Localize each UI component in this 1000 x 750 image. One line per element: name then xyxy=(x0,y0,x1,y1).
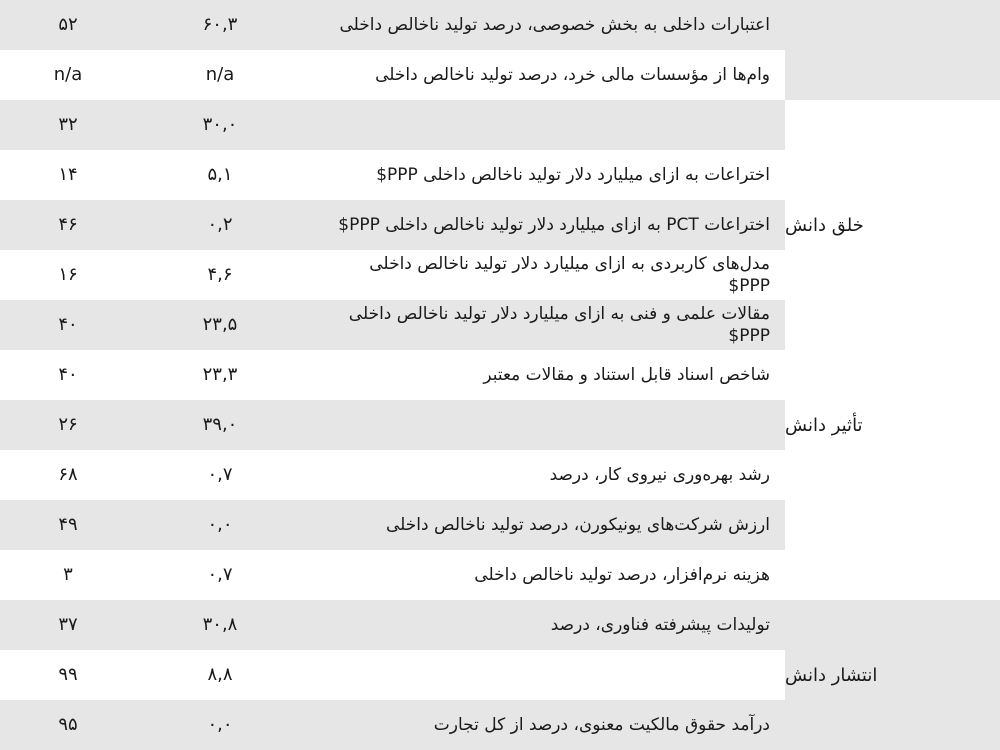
group-knowledge-diffusion xyxy=(785,600,1000,750)
row-rank: ۴۶ xyxy=(58,214,78,235)
table-row xyxy=(0,700,785,750)
row-value: ۰,۲ xyxy=(207,214,233,235)
row-rank: ۴۰ xyxy=(58,314,78,335)
table-row xyxy=(0,200,785,250)
table-row xyxy=(0,100,785,150)
row-value: n/a xyxy=(205,64,235,85)
row-value: ۳۰,۰ xyxy=(202,114,238,135)
row-rank: ۴۹ xyxy=(58,514,78,535)
row-value: ۲۳,۳ xyxy=(202,364,238,385)
row-rank: ۳۷ xyxy=(58,614,78,635)
row-value: ۰,۰ xyxy=(207,714,233,735)
table-row xyxy=(0,500,785,550)
row-label xyxy=(330,650,770,700)
group-block-mid xyxy=(785,500,1000,600)
table-row xyxy=(0,0,785,50)
table-row xyxy=(0,250,785,300)
table-row xyxy=(0,150,785,200)
row-rank: ۴۰ xyxy=(58,364,78,385)
row-value: ۰,۷ xyxy=(207,564,233,585)
row-value: ۳۰,۸ xyxy=(202,614,238,635)
group-block-top xyxy=(785,0,1000,100)
row-label: وام‌ها از مؤسسات مالی خرد، درصد تولید ناخالص داخلی xyxy=(375,65,770,85)
row-value: ۲۳,۵ xyxy=(202,314,238,335)
group-knowledge-creation xyxy=(785,100,1000,350)
row-value: ۴,۶ xyxy=(207,264,233,285)
row-label: هزینه نرم‌افزار، درصد تولید ناخالص داخلی xyxy=(474,565,770,585)
group-label: تأثیر دانش xyxy=(785,414,863,436)
row-value: ۸,۸ xyxy=(207,664,233,685)
row-rank: ۱۶ xyxy=(58,264,78,285)
row-rank: ۱۴ xyxy=(58,164,78,185)
row-label: اختراعات PCT به ازای میلیارد دلار تولید ناخالص داخلی PPP$ xyxy=(338,215,770,235)
row-rank: ۹۹ xyxy=(58,664,78,685)
row-rank: n/a xyxy=(53,64,83,85)
row-label xyxy=(330,100,770,150)
row-value: ۳۹,۰ xyxy=(202,414,238,435)
table-row xyxy=(0,50,785,100)
row-value: ۰,۷ xyxy=(207,464,233,485)
table-row xyxy=(0,450,785,500)
table-row xyxy=(0,600,785,650)
row-rank: ۲۶ xyxy=(58,414,78,435)
row-value: ۵,۱ xyxy=(207,164,233,185)
table-row xyxy=(0,350,785,400)
row-rank: ۳ xyxy=(63,564,73,585)
table-row xyxy=(0,400,785,450)
row-label: ارزش شرکت‌های یونیکورن، درصد تولید ناخالص داخلی xyxy=(386,515,770,535)
row-label: مقالات علمی و فنی به ازای میلیارد دلار تولید ناخالص داخلی PPP$ xyxy=(348,304,770,346)
table-row xyxy=(0,650,785,700)
table-row xyxy=(0,300,785,350)
row-label: مدل‌های کاربردی به ازای میلیارد دلار تولید ناخالص داخلی PPP$ xyxy=(369,254,770,296)
group-knowledge-impact xyxy=(785,350,1000,500)
row-rank: ۵۲ xyxy=(58,14,78,35)
table-row xyxy=(0,550,785,600)
row-value: ۰,۰ xyxy=(207,514,233,535)
row-label: رشد بهره‌وری نیروی کار، درصد xyxy=(549,465,770,485)
row-label: اعتبارات داخلی به بخش خصوصی، درصد تولید ناخالص داخلی xyxy=(339,15,770,35)
row-value: ۶۰,۳ xyxy=(202,14,238,35)
group-label: انتشار دانش xyxy=(785,664,878,686)
row-label xyxy=(330,400,770,450)
row-label: درآمد حقوق مالکیت معنوی، درصد از کل تجارت xyxy=(433,715,770,735)
row-label: تولیدات پیشرفته فناوری، درصد xyxy=(550,615,770,635)
row-label: شاخص اسناد قابل استناد و مقالات معتبر xyxy=(483,365,770,385)
row-rank: ۳۲ xyxy=(58,114,78,135)
row-label: اختراعات به ازای میلیارد دلار تولید ناخالص داخلی PPP$ xyxy=(376,165,770,185)
group-label: خلق دانش xyxy=(785,214,864,236)
row-rank: ۶۸ xyxy=(58,464,78,485)
row-rank: ۹۵ xyxy=(58,714,78,735)
